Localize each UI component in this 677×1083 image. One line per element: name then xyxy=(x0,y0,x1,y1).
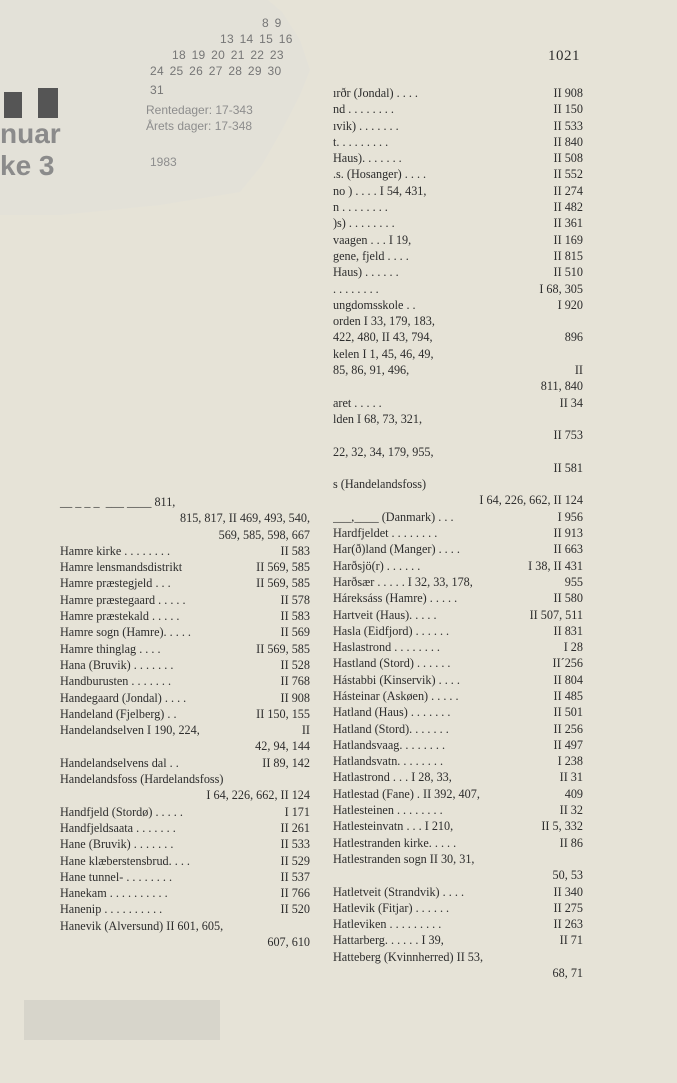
entry-reference: II 533 xyxy=(553,118,583,133)
entry-name: Harðsær . . . . . I 32, 33, 178, xyxy=(333,574,473,589)
calendar-row-1: 8 9 xyxy=(262,16,282,30)
entry-reference: II 275 xyxy=(553,900,583,915)
index-entry xyxy=(333,769,583,785)
index-entry xyxy=(60,673,310,689)
entry-name: ungdomsskole . . xyxy=(333,297,416,312)
index-entry xyxy=(333,884,583,900)
entry-name: lden I 68, 73, 321, xyxy=(333,411,423,426)
calendar-dark-mark xyxy=(38,88,58,118)
index-entry xyxy=(333,492,583,508)
entry-name: Handfjeldsaata . . . . . . . xyxy=(60,820,176,835)
calendar-week-fragment: ke 3 xyxy=(0,150,55,181)
index-entry xyxy=(333,444,583,460)
entry-name: kelen I 1, 45, 46, 49, xyxy=(333,346,434,361)
entry-reference: II 569 xyxy=(280,625,310,640)
entry-name: t. . . . . . . . . xyxy=(333,134,389,149)
index-entry xyxy=(333,297,583,313)
entry-name: orden I 33, 179, 183, xyxy=(333,314,435,329)
index-entry xyxy=(333,460,583,476)
index-entry xyxy=(333,590,583,606)
entry-continuation: 607, 610 xyxy=(267,935,310,950)
entry-name: Hatlestranden sogn II 30, 31, xyxy=(333,851,475,866)
entry-name: Hatlesteinen . . . . . . . . xyxy=(333,803,443,818)
entry-continuation: II 581 xyxy=(553,460,583,475)
entry-reference: I 238 xyxy=(557,754,583,769)
entry-name: Hane tunnel- . . . . . . . . xyxy=(60,869,173,884)
entry-continuation: 815, 817, II 469, 493, 540, xyxy=(180,511,310,526)
entry-name: Hatlastrond . . . I 28, 33, xyxy=(333,770,452,785)
index-entry xyxy=(333,574,583,590)
index-entry xyxy=(333,949,583,965)
entry-name: Hanevik (Alversund) II 601, 605, xyxy=(60,918,224,933)
index-entry xyxy=(333,395,583,411)
index-entry xyxy=(333,932,583,948)
entry-reference: II 501 xyxy=(553,705,583,720)
index-entry xyxy=(333,427,583,443)
index-entry xyxy=(333,541,583,557)
entry-reference: II 86 xyxy=(559,835,583,850)
entry-name: Hamre kirke . . . . . . . . xyxy=(60,543,170,558)
entry-name: 422, 480, II 43, 794, xyxy=(333,330,433,345)
index-entry xyxy=(333,346,583,362)
index-entry xyxy=(60,901,310,917)
index-entry xyxy=(333,704,583,720)
rentedager-label: Rentedager: 17-343 xyxy=(146,103,253,117)
entry-name: Hane (Bruvik) . . . . . . . xyxy=(60,837,174,852)
entry-name: Hartveit (Haus). . . . . xyxy=(333,607,437,622)
entry-reference: II 263 xyxy=(553,917,583,932)
entry-name: Hatteberg (Kvinnherred) II 53, xyxy=(333,949,484,964)
index-entry xyxy=(333,900,583,916)
entry-name: Hamre præstekald . . . . . xyxy=(60,609,180,624)
index-entry xyxy=(60,787,310,803)
entry-reference: II 552 xyxy=(553,167,583,182)
entry-reference: II 34 xyxy=(559,395,583,410)
entry-continuation: 50, 53 xyxy=(552,868,583,883)
index-entry xyxy=(60,624,310,640)
index-entry xyxy=(333,183,583,199)
entry-reference: II 840 xyxy=(553,134,583,149)
entry-name: Har(ð)land (Manger) . . . . xyxy=(333,542,460,557)
index-entry xyxy=(60,641,310,657)
calendar-dark-mark xyxy=(4,92,22,118)
entry-reference: II´256 xyxy=(552,656,583,671)
index-entry xyxy=(333,623,583,639)
entry-reference: II 569, 585 xyxy=(256,576,310,591)
entry-name: Hamre thinglag . . . . xyxy=(60,641,161,656)
index-right-column xyxy=(333,85,583,981)
index-entry xyxy=(333,362,583,378)
entry-name: Hane klæberstensbrud. . . . xyxy=(60,853,190,868)
entry-name: Hatleviken . . . . . . . . . xyxy=(333,917,442,932)
entry-name: Harðsjö(r) . . . . . . xyxy=(333,558,421,573)
entry-name: Hatlestranden kirke. . . . . xyxy=(333,835,457,850)
entry-name: Handfjeld (Stordø) . . . . . xyxy=(60,804,183,819)
index-entry xyxy=(60,559,310,575)
entry-reference: II 804 xyxy=(553,672,583,687)
entry-reference: II 274 xyxy=(553,183,583,198)
entry-reference: II 89, 142 xyxy=(262,755,310,770)
entry-reference: II 361 xyxy=(553,216,583,231)
entry-name: vaagen . . . I 19, xyxy=(333,232,412,247)
index-entry xyxy=(333,199,583,215)
calendar-row-2: 13 14 15 16 xyxy=(220,32,293,46)
entry-name: Handelandselvens dal . . xyxy=(60,755,179,770)
index-entry xyxy=(333,101,583,117)
entry-name: Hardfjeldet . . . . . . . . xyxy=(333,526,438,541)
entry-reference: II 340 xyxy=(553,884,583,899)
entry-reference: II 908 xyxy=(553,86,583,100)
index-entry xyxy=(333,313,583,329)
index-entry xyxy=(60,885,310,901)
index-entry xyxy=(60,543,310,559)
index-entry xyxy=(333,867,583,883)
index-entry xyxy=(333,281,583,297)
entry-reference: 409 xyxy=(564,786,583,801)
index-entry xyxy=(333,215,583,231)
entry-name: n . . . . . . . . xyxy=(333,200,388,215)
index-entry xyxy=(60,771,310,787)
entry-reference: II 31 xyxy=(559,770,583,785)
index-entry xyxy=(333,509,583,525)
entry-name: Haus) . . . . . . xyxy=(333,265,399,280)
index-entry xyxy=(333,378,583,394)
entry-reference: II 510 xyxy=(553,265,583,280)
entry-name: 85, 86, 91, 496, xyxy=(333,363,410,378)
entry-reference: II 520 xyxy=(280,902,310,917)
entry-reference: II 529 xyxy=(280,853,310,868)
index-entry xyxy=(60,738,310,754)
entry-reference: II 150, 155 xyxy=(256,706,310,721)
index-entry xyxy=(60,690,310,706)
entry-name: Hatland (Stord). . . . . . . xyxy=(333,721,449,736)
entry-continuation: 811, 840 xyxy=(540,379,583,394)
entry-reference: II 663 xyxy=(553,542,583,557)
index-entry xyxy=(333,916,583,932)
index-entry xyxy=(333,737,583,753)
entry-name: Hamre præstegaard . . . . . xyxy=(60,592,186,607)
entry-reference: II 583 xyxy=(280,543,310,558)
index-entry xyxy=(60,706,310,722)
index-entry xyxy=(60,575,310,591)
calendar-row-4: 24 25 26 27 28 29 30 xyxy=(150,64,282,78)
entry-name: Hatlestad (Fane) . II 392, 407, xyxy=(333,786,480,801)
calendar-row-5: 31 xyxy=(150,83,164,97)
index-entry xyxy=(60,869,310,885)
index-entry xyxy=(333,329,583,345)
entry-name: Handegaard (Jondal) . . . . xyxy=(60,690,187,705)
entry-reference: II 528 xyxy=(280,657,310,672)
entry-name: ırðr (Jondal) . . . . xyxy=(333,86,418,100)
entry-reference: II 256 xyxy=(553,721,583,736)
index-entry xyxy=(333,248,583,264)
entry-name: Hatlandsvaag. . . . . . . . xyxy=(333,737,446,752)
arets-dager-label: Årets dager: 17-348 xyxy=(146,119,253,133)
index-entry xyxy=(60,527,310,543)
entry-reference: II 5, 332 xyxy=(541,819,583,834)
entry-name: . . . . . . . . xyxy=(333,281,379,296)
index-entry xyxy=(333,721,583,737)
index-entry xyxy=(60,934,310,950)
entry-reference: II 150 xyxy=(553,102,583,117)
entry-reference: I 68, 305 xyxy=(539,281,583,296)
entry-reference: I 956 xyxy=(557,509,583,524)
entry-name: Hatletveit (Strandvik) . . . . xyxy=(333,884,464,899)
entry-continuation: __ _ _ _ ___ ____ 811, xyxy=(60,495,176,509)
entry-reference: II 913 xyxy=(553,526,583,541)
entry-continuation: I 64, 226, 662, II 124 xyxy=(206,788,310,803)
index-entry xyxy=(333,525,583,541)
entry-reference: II 533 xyxy=(280,837,310,852)
entry-reference: II 569, 585 xyxy=(256,641,310,656)
entry-name: .s. (Hosanger) . . . . xyxy=(333,167,427,182)
index-entry xyxy=(60,755,310,771)
index-entry xyxy=(333,965,583,981)
calendar-year: 1983 xyxy=(150,155,177,169)
index-entry xyxy=(333,851,583,867)
index-entry xyxy=(333,134,583,150)
entry-continuation: 569, 585, 598, 667 xyxy=(218,527,310,542)
entry-continuation: 42, 94, 144 xyxy=(255,739,310,754)
index-entry xyxy=(333,558,583,574)
entry-reference: II 32 xyxy=(559,803,583,818)
entry-name: Hana (Bruvik) . . . . . . . xyxy=(60,657,174,672)
index-entry xyxy=(333,118,583,134)
index-entry xyxy=(333,476,583,492)
entry-reference: II 71 xyxy=(559,933,583,948)
index-entry xyxy=(60,608,310,624)
entry-reference: II xyxy=(301,723,310,738)
entry-reference: I 28 xyxy=(563,640,583,655)
index-entry xyxy=(333,264,583,280)
index-entry xyxy=(60,853,310,869)
index-entry xyxy=(333,688,583,704)
entry-reference: II 482 xyxy=(553,200,583,215)
entry-reference: II 537 xyxy=(280,869,310,884)
entry-reference: II 766 xyxy=(280,886,310,901)
index-entry xyxy=(333,85,583,101)
entry-reference: II 768 xyxy=(280,674,310,689)
entry-reference: II 508 xyxy=(553,151,583,166)
entry-reference: II 583 xyxy=(280,609,310,624)
entry-name: s (Handelandsfoss) xyxy=(333,477,427,492)
entry-name: ıvik) . . . . . . . xyxy=(333,118,399,133)
index-entry xyxy=(333,753,583,769)
entry-name: Hastland (Stord) . . . . . . xyxy=(333,656,451,671)
entry-reference: II 485 xyxy=(553,688,583,703)
entry-continuation: Handelandsfoss (Hardelandsfoss) xyxy=(60,772,224,787)
entry-name: nd . . . . . . . . xyxy=(333,102,394,117)
entry-reference: 955 xyxy=(564,574,583,589)
entry-reference: II xyxy=(574,363,583,378)
index-entry xyxy=(60,592,310,608)
entry-continuation: 68, 71 xyxy=(552,966,583,981)
entry-reference: II 261 xyxy=(280,820,310,835)
entry-name: Hasla (Eidfjord) . . . . . . xyxy=(333,623,450,638)
index-entry xyxy=(60,918,310,934)
entry-name: Haslastrond . . . . . . . . xyxy=(333,640,440,655)
index-entry xyxy=(333,818,583,834)
entry-name: ___,____ (Danmark) . . . xyxy=(333,509,454,524)
index-entry xyxy=(60,494,310,510)
entry-name: Hatland (Haus) . . . . . . . xyxy=(333,705,451,720)
index-entry xyxy=(333,802,583,818)
index-left-column xyxy=(60,494,310,950)
index-entry xyxy=(333,639,583,655)
entry-reference: II 569, 585 xyxy=(256,560,310,575)
index-entry xyxy=(333,655,583,671)
index-entry xyxy=(60,804,310,820)
entry-name: no ) . . . . I 54, 431, xyxy=(333,183,427,198)
entry-name: Hamre lensmandsdistrikt xyxy=(60,560,183,575)
entry-reference: II 578 xyxy=(280,592,310,607)
index-entry xyxy=(333,232,583,248)
entry-reference: II 908 xyxy=(280,690,310,705)
entry-name: Hásteinar (Askøen) . . . . . xyxy=(333,688,459,703)
entry-reference: I 920 xyxy=(557,297,583,312)
entry-reference: I 171 xyxy=(284,804,310,819)
entry-reference: II 169 xyxy=(553,232,583,247)
index-entry xyxy=(333,672,583,688)
entry-name: Hattarberg. . . . . . I 39, xyxy=(333,933,444,948)
index-entry xyxy=(333,786,583,802)
entry-name: Handeland (Fjelberg) . . xyxy=(60,706,177,721)
index-entry xyxy=(333,166,583,182)
paper-smudge xyxy=(24,1000,220,1040)
entry-name: )s) . . . . . . . . xyxy=(333,216,395,231)
index-entry xyxy=(333,835,583,851)
entry-reference: II 580 xyxy=(553,591,583,606)
index-entry xyxy=(60,510,310,526)
index-entry xyxy=(333,411,583,427)
calendar-month-fragment: nuar xyxy=(0,118,61,149)
entry-name: Hatlesteinvatn . . . I 210, xyxy=(333,819,454,834)
index-entry xyxy=(333,150,583,166)
entry-name: Hatlandsvatn. . . . . . . . xyxy=(333,754,444,769)
index-entry xyxy=(333,607,583,623)
entry-name: Hanekam . . . . . . . . . . xyxy=(60,886,168,901)
entry-name: Hanenip . . . . . . . . . . xyxy=(60,902,163,917)
entry-reference: II 831 xyxy=(553,623,583,638)
entry-name: Hatlevik (Fitjar) . . . . . . xyxy=(333,900,450,915)
entry-reference: I 38, II 431 xyxy=(528,558,583,573)
calendar-row-3: 18 19 20 21 22 23 xyxy=(172,48,284,62)
entry-continuation: II 753 xyxy=(553,428,583,443)
entry-reference: 896 xyxy=(564,330,583,345)
entry-name: Hamre sogn (Hamre). . . . . xyxy=(60,625,191,640)
entry-reference: II 815 xyxy=(553,248,583,263)
entry-name: Hamre præstegjeld . . . xyxy=(60,576,171,591)
entry-reference: II 507, 511 xyxy=(529,607,583,622)
index-entry xyxy=(60,836,310,852)
entry-name: Haus). . . . . . . xyxy=(333,151,402,166)
entry-name: gene, fjeld . . . . xyxy=(333,248,409,263)
index-entry xyxy=(60,722,310,738)
page-number: 1021 xyxy=(548,48,580,64)
index-entry xyxy=(60,657,310,673)
entry-name: Háreksáss (Hamre) . . . . . xyxy=(333,591,458,606)
entry-name: 22, 32, 34, 179, 955, xyxy=(333,444,434,459)
entry-name: Handelandselven I 190, 224, xyxy=(60,723,200,738)
entry-reference: II 497 xyxy=(553,737,583,752)
entry-name: Handburusten . . . . . . . xyxy=(60,674,172,689)
entry-name: Hástabbi (Kinservik) . . . . xyxy=(333,672,460,687)
entry-name: aret . . . . . xyxy=(333,395,382,410)
index-entry xyxy=(60,820,310,836)
entry-continuation: I 64, 226, 662, II 124 xyxy=(479,493,583,508)
